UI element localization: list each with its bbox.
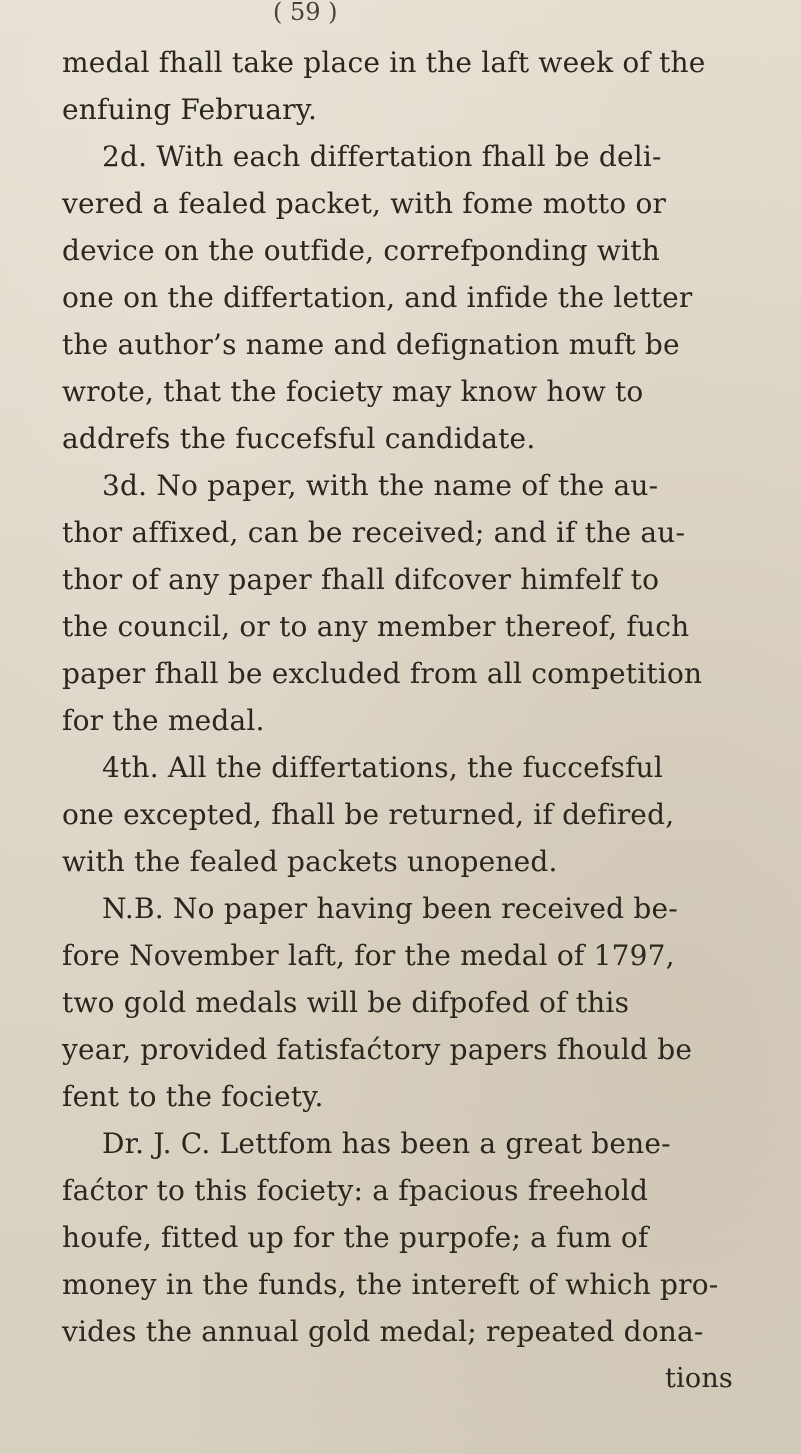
text-line: year, provided fatisfaćtory papers fhould be — [62, 1033, 693, 1066]
text-line: the council, or to any member thereof, fuch — [62, 610, 690, 643]
text-line: faćtor to this fociety: a fpacious freehold — [62, 1174, 649, 1207]
text-line: 2d. With each differtation fhall be deli- — [102, 140, 662, 173]
catchword: tions — [665, 1363, 733, 1394]
text-line: houfe, fitted up for the purpofe; a fum of — [62, 1221, 649, 1254]
text-line: with the fealed packets unopened. — [62, 845, 558, 878]
text-line: thor affixed, can be received; and if the au- — [62, 516, 686, 549]
text-line: 4th. All the differtations, the fuccefsful — [102, 751, 664, 784]
text-line: enfuing February. — [62, 93, 318, 126]
text-line: fent to the fociety. — [62, 1080, 324, 1113]
text-line: wrote, that the fociety may know how to — [62, 375, 644, 408]
text-line: N.B. No paper having been received be- — [102, 892, 678, 925]
text-line: one excepted, fhall be returned, if defired, — [62, 798, 675, 831]
text-line: Dr. J. C. Lettfom has been a great bene- — [102, 1127, 671, 1160]
text-line: addrefs the fuccefsful candidate. — [62, 422, 536, 455]
text-line: one on the differtation, and infide the letter — [62, 281, 693, 314]
text-line: 3d. No paper, with the name of the au- — [102, 469, 659, 502]
text-line: medal fhall take place in the laft week of the — [62, 46, 706, 79]
text-line: paper fhall be excluded from all competition — [62, 657, 703, 690]
text-line: vides the annual gold medal; repeated dona- — [62, 1315, 704, 1348]
text-line: device on the outfide, correfponding with — [62, 234, 660, 267]
text-line: vered a fealed packet, with fome motto or — [62, 187, 667, 220]
text-line: money in the funds, the intereft of which pro- — [62, 1268, 719, 1301]
text-line: for the medal. — [62, 704, 265, 737]
text-line: the author’s name and defignation muft be — [62, 328, 680, 361]
page-number: ( 59 ) — [273, 0, 338, 26]
text-line: fore November laft, for the medal of 1797, — [62, 939, 675, 972]
text-line: thor of any paper fhall difcover himfelf to — [62, 563, 660, 596]
text-line: two gold medals will be difpofed of this — [62, 986, 630, 1019]
